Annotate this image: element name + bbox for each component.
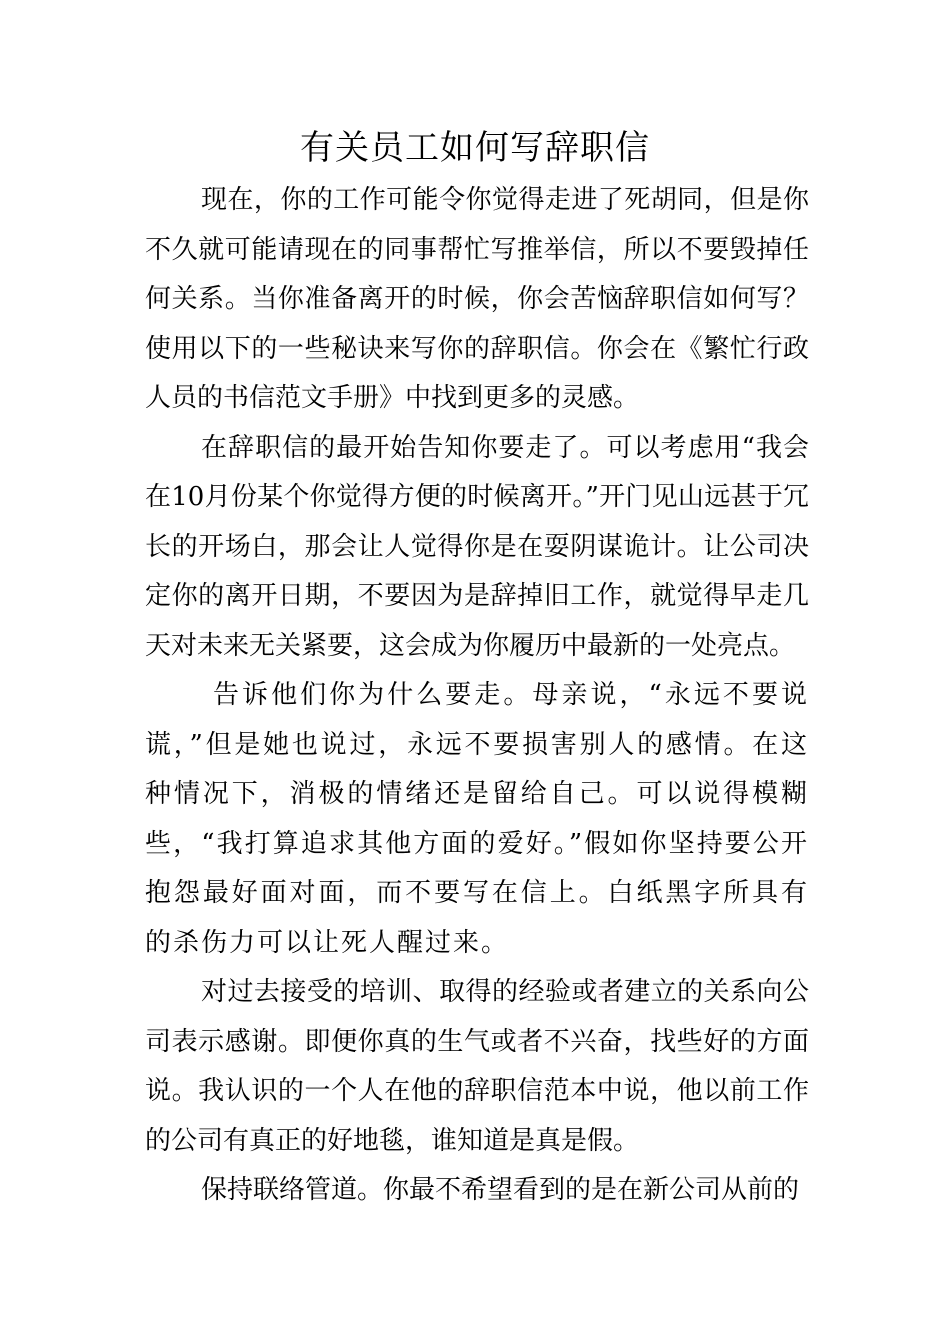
paragraph-2: 在辞职信的最开始告知你要走了。可以考虑用“我会在10月份某个你觉得方便的时候离开。”开门见山远甚于冗长的开场白，那会让人觉得你是在耍阴谋诡计。让公司决定你的离开日期，不要因为是辞掉旧工作，就觉得早走几天对未来无关紧要，这会成为你履历中最新的一处亮点。 [145,432,809,661]
paragraph-4: 对过去接受的培训、取得的经验或者建立的关系向公司表示感谢。即便你真的生气或者不兴奋，找些好的方面说。我认识的一个人在他的辞职信范本中说，他以前工作的公司有真正的好地毯，谁知道是真是假。 [145,977,809,1156]
paragraph-1: 现在，你的工作可能令你觉得走进了死胡同，但是你不久就可能请现在的同事帮忙写推举信，所以不要毁掉任何关系。当你准备离开的时候，你会苦恼辞职信如何写？使用以下的一些秘诀来写你的辞职信。你会在《繁忙行政人员的书信范文手册》中找到更多的灵感。 [145,185,809,413]
document-body [145,176,809,1216]
paragraph-5: 保持联络管道。你最不希望看到的是在新公司从前的 [201,1175,800,1205]
paragraph-3: 告诉他们你为什么要走。母亲说，“永远不要说谎，”但是她也说过，永远不要损害别人的感情。在这种情况下，消极的情绪还是留给自己。可以说得模糊些，“我打算追求其他方面的爱好。”假如你坚持要公开抱怨最好面对面，而不要写在信上。白纸黑字所具有的杀伤力可以让死人醒过来。 [145,680,809,958]
document-title: 有关员工如何写辞职信 [300,128,650,168]
